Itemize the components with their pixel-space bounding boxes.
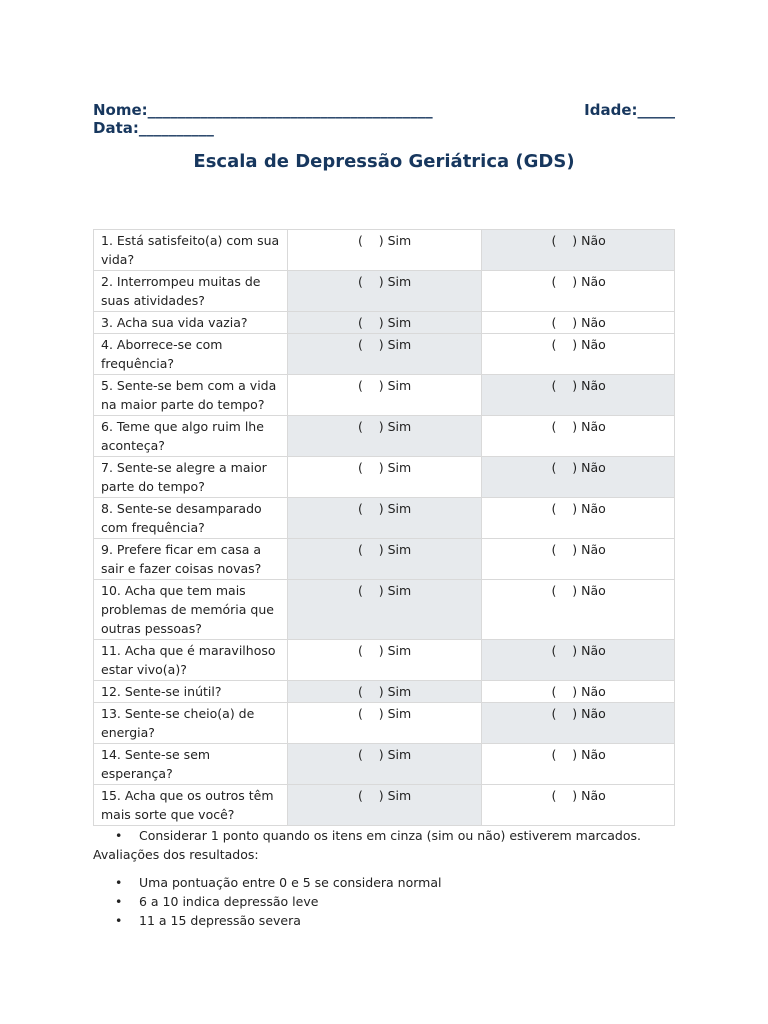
question-text: 4. Aborrece-se com frequência? [94, 334, 288, 375]
answer-nao-option[interactable]: ( ) Não [481, 785, 675, 826]
question-text: 5. Sente-se bem com a vida na maior parte do tempo? [94, 375, 288, 416]
result-item: • 6 a 10 indica depressão leve [93, 892, 713, 911]
question-row [94, 312, 675, 334]
question-text: 15. Acha que os outros têm mais sorte que você? [94, 785, 288, 826]
answer-sim-option[interactable]: ( ) Sim [288, 375, 482, 416]
form-header [93, 101, 675, 137]
question-row [94, 744, 675, 785]
question-text: 14. Sente-se sem esperança? [94, 744, 288, 785]
gds-table [93, 229, 675, 826]
result-item: • Uma pontuação entre 0 e 5 se considera normal [93, 873, 713, 892]
answer-nao-option[interactable]: ( ) Não [481, 375, 675, 416]
question-text: 6. Teme que algo ruim lhe aconteça? [94, 416, 288, 457]
question-row [94, 640, 675, 681]
answer-nao-option[interactable]: ( ) Não [481, 744, 675, 785]
answer-sim-option[interactable]: ( ) Sim [288, 703, 482, 744]
answer-sim-option[interactable]: ( ) Sim [288, 230, 482, 271]
answer-nao-option[interactable]: ( ) Não [481, 334, 675, 375]
answer-sim-option[interactable]: ( ) Sim [288, 271, 482, 312]
question-row [94, 334, 675, 375]
scoring-note: • Considerar 1 ponto quando os itens em cinza (sim ou não) estiverem marcados. [93, 826, 713, 845]
answer-sim-option[interactable]: ( ) Sim [288, 785, 482, 826]
question-text: 11. Acha que é maravilhoso estar vivo(a)? [94, 640, 288, 681]
question-text: 7. Sente-se alegre a maior parte do tempo? [94, 457, 288, 498]
data-field[interactable]: Data:__________ [93, 119, 214, 137]
answer-sim-option[interactable]: ( ) Sim [288, 457, 482, 498]
answer-nao-option[interactable]: ( ) Não [481, 640, 675, 681]
answer-sim-option[interactable]: ( ) Sim [288, 334, 482, 375]
answer-sim-option[interactable]: ( ) Sim [288, 312, 482, 334]
question-row [94, 230, 675, 271]
answer-sim-option[interactable]: ( ) Sim [288, 498, 482, 539]
answer-nao-option[interactable]: ( ) Não [481, 457, 675, 498]
answer-nao-option[interactable]: ( ) Não [481, 539, 675, 580]
question-row [94, 375, 675, 416]
question-text: 10. Acha que tem mais problemas de memória que outras pessoas? [94, 580, 288, 640]
answer-sim-option[interactable]: ( ) Sim [288, 681, 482, 703]
evaluation-heading: Avaliações dos resultados: [93, 847, 259, 862]
question-row [94, 703, 675, 744]
question-row [94, 498, 675, 539]
answer-sim-option[interactable]: ( ) Sim [288, 640, 482, 681]
answer-nao-option[interactable]: ( ) Não [481, 681, 675, 703]
question-text: 13. Sente-se cheio(a) de energia? [94, 703, 288, 744]
question-row [94, 457, 675, 498]
answer-nao-option[interactable]: ( ) Não [481, 580, 675, 640]
question-row [94, 580, 675, 640]
question-row [94, 271, 675, 312]
question-text: 12. Sente-se inútil? [94, 681, 288, 703]
question-row [94, 681, 675, 703]
answer-sim-option[interactable]: ( ) Sim [288, 416, 482, 457]
question-row [94, 785, 675, 826]
answer-nao-option[interactable]: ( ) Não [481, 312, 675, 334]
question-row [94, 416, 675, 457]
answer-nao-option[interactable]: ( ) Não [481, 230, 675, 271]
question-text: 8. Sente-se desamparado com frequência? [94, 498, 288, 539]
question-text: 9. Prefere ficar em casa a sair e fazer coisas novas? [94, 539, 288, 580]
gds-table-body [94, 230, 675, 826]
question-row [94, 539, 675, 580]
nome-field[interactable]: Nome:______________________________________ [93, 101, 433, 119]
page-title: Escala de Depressão Geriátrica (GDS) [193, 151, 575, 172]
answer-sim-option[interactable]: ( ) Sim [288, 744, 482, 785]
notes-section [93, 826, 713, 930]
answer-nao-option[interactable]: ( ) Não [481, 703, 675, 744]
answer-nao-option[interactable]: ( ) Não [481, 498, 675, 539]
answer-nao-option[interactable]: ( ) Não [481, 271, 675, 312]
answer-sim-option[interactable]: ( ) Sim [288, 580, 482, 640]
answer-sim-option[interactable]: ( ) Sim [288, 539, 482, 580]
results-list [93, 873, 713, 930]
idade-field[interactable]: Idade:_____ [584, 101, 675, 119]
question-text: 2. Interrompeu muitas de suas atividades? [94, 271, 288, 312]
result-item: • 11 a 15 depressão severa [93, 911, 713, 930]
scoring-list [93, 826, 713, 845]
question-text: 3. Acha sua vida vazia? [94, 312, 288, 334]
answer-nao-option[interactable]: ( ) Não [481, 416, 675, 457]
question-text: 1. Está satisfeito(a) com sua vida? [94, 230, 288, 271]
